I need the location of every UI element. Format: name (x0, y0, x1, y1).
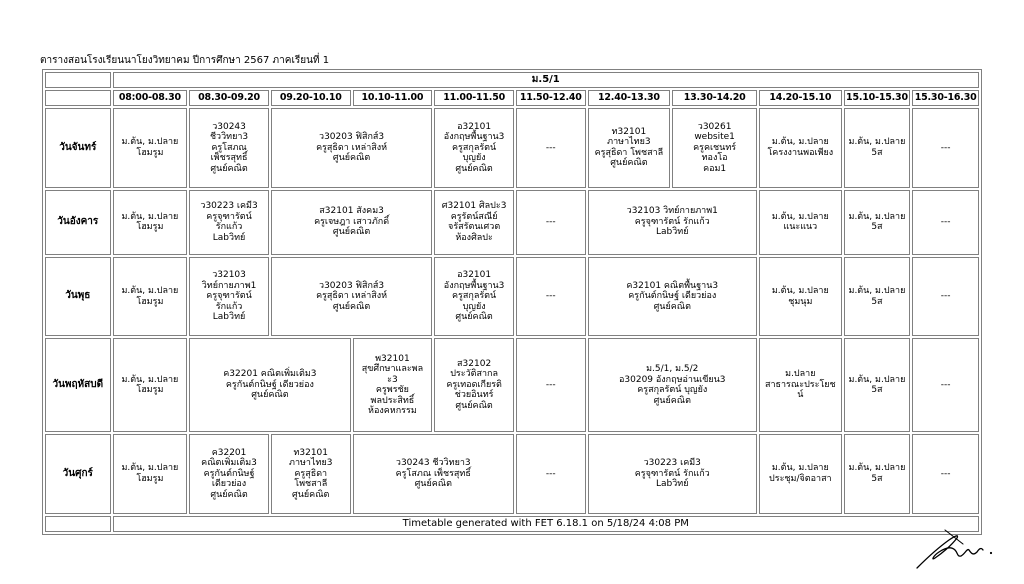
time-slot-header: 11.00-11.50 (434, 90, 514, 106)
lesson-line: ม.ต้น, ม.ปลาย (121, 463, 179, 474)
lesson-cell (912, 434, 979, 514)
lesson-line: ช่วยอินทร์ (454, 390, 494, 401)
lesson-line: ศูนย์คณิต (414, 479, 452, 490)
lesson-line: ภาษาไทย3 (289, 458, 333, 469)
lesson-line: ชีววิทยา3 (209, 132, 249, 143)
lesson-line: ศูนย์คณิต (455, 163, 493, 174)
lesson-cell (189, 434, 269, 514)
lesson-cell (844, 190, 911, 255)
lesson-line: 5ส (871, 473, 883, 484)
day-label: วันอังคาร (45, 190, 111, 255)
lesson-cell (912, 338, 979, 432)
lesson-cell (516, 338, 586, 432)
lesson-cell (271, 108, 432, 188)
lesson-line: ะ3 (387, 374, 398, 385)
day-row-wednesday (45, 257, 979, 337)
lesson-line: ศูนย์คณิต (251, 390, 289, 401)
lesson-line: ศูนย์คณิต (292, 489, 330, 500)
lesson-line: ว32103 (212, 270, 246, 281)
lesson-line: ห้องคหกรรม (368, 406, 417, 417)
lesson-line: --- (940, 291, 951, 302)
lesson-cell (844, 434, 911, 514)
lesson-line: ท32101 (293, 447, 329, 458)
lesson-line: ว30243 ชีววิทยา3 (395, 458, 471, 469)
lesson-line: website1 (694, 132, 735, 143)
lesson-line: โครงงานพอเพียง (767, 147, 834, 158)
lesson-cell (434, 257, 514, 337)
lesson-line: ศูนย์คณิต (332, 153, 371, 164)
lesson-line: ว30203 ฟิสิกส์3 (319, 280, 385, 291)
lesson-line: ครูสกุลรัตน์ (452, 142, 497, 153)
lesson-line: 5ส (871, 222, 883, 233)
time-slot-header: 08.30-09.20 (189, 90, 269, 106)
lesson-line: ศูนย์คณิต (210, 163, 248, 174)
lesson-line: พลประสิทธิ์ (370, 395, 415, 406)
lesson-cell (912, 108, 979, 188)
lesson-line: --- (940, 379, 951, 390)
corner-cell (45, 72, 111, 88)
lesson-cell (588, 434, 757, 514)
lesson-line: ท32101 (611, 126, 647, 137)
corner-cell (45, 90, 111, 106)
lesson-cell (189, 108, 269, 188)
lesson-cell (113, 190, 188, 255)
lesson-cell (516, 190, 586, 255)
lesson-line: ครูจุฑารัตน์ (206, 211, 252, 222)
time-slot-header: 09.20-10.10 (271, 90, 351, 106)
lesson-line: วิทย์กายภาพ1 (201, 280, 257, 291)
lesson-line: ครูเจษฎา เสาวภักดิ์ (314, 216, 390, 227)
lesson-cell (271, 434, 351, 514)
time-slot-header: 08:00-08.30 (113, 90, 188, 106)
lesson-line: --- (545, 216, 556, 227)
lesson-cell (189, 190, 269, 255)
lesson-cell (588, 190, 757, 255)
lesson-cell (113, 108, 188, 188)
lesson-cell (759, 108, 842, 188)
lesson-line: ครูสุธิดา เหล่าสิงห์ (316, 291, 388, 302)
lesson-line: ครูกันต์กนิษฐ์ เดียวย่อง (628, 291, 717, 302)
lesson-line: ครูสุธิดา (294, 468, 328, 479)
day-label: วันพุธ (45, 257, 111, 337)
lesson-cell (189, 257, 269, 337)
lesson-line: ม.ปลาย (785, 369, 816, 380)
lesson-line: ว30223 เคมี3 (643, 458, 701, 469)
lesson-cell (189, 338, 350, 432)
day-label: วันพฤหัสบดี (45, 338, 111, 432)
lesson-cell (844, 338, 911, 432)
handwritten-signature (905, 520, 1015, 575)
lesson-cell (844, 257, 911, 337)
time-slot-header: 14.20-15.10 (759, 90, 842, 106)
lesson-line: คอม1 (703, 163, 727, 174)
lesson-cell (271, 257, 432, 337)
lesson-line: แนะแนว (783, 222, 818, 233)
time-slot-header: 11.50-12.40 (516, 90, 586, 106)
lesson-cell (113, 338, 188, 432)
lesson-line: ภาษาไทย3 (607, 137, 651, 148)
lesson-line: โพชสาลี (294, 479, 328, 490)
lesson-line: ครูสกุลรัตน์ บุญยัง (637, 385, 708, 396)
lesson-line: ม.ต้น, ม.ปลาย (848, 463, 906, 474)
lesson-line: ห้องศิลปะ (455, 232, 493, 243)
class-name-header: ม.5/1 (113, 72, 979, 88)
lesson-cell (113, 434, 188, 514)
lesson-line: น์ (797, 390, 804, 401)
lesson-line: เดียวย่อง (211, 479, 247, 490)
lesson-line: Labวิทย์ (212, 312, 246, 323)
lesson-line: จรัสรัตนเศวต (448, 222, 501, 233)
lesson-line: ครูสุธิดา เหล่าสิงห์ (316, 142, 388, 153)
lesson-cell (759, 338, 842, 432)
footer-spacer (45, 516, 111, 532)
day-row-monday (45, 108, 979, 188)
lesson-line: ม.ต้น, ม.ปลาย (121, 137, 179, 148)
lesson-line: --- (940, 142, 951, 153)
lesson-line: --- (545, 468, 556, 479)
lesson-cell (353, 434, 514, 514)
lesson-cell (434, 190, 514, 255)
lesson-cell (516, 257, 586, 337)
lesson-cell (672, 108, 757, 188)
lesson-line: ม.5/1, ม.5/2 (646, 364, 699, 375)
lesson-cell (759, 190, 842, 255)
lesson-line: อังกฤษพื้นฐาน3 (443, 280, 505, 291)
lesson-cell (844, 108, 911, 188)
lesson-line: ศ32101 ศิลปะ3 (441, 201, 507, 212)
lesson-line: ครูเทอดเกียรติ (446, 379, 502, 390)
lesson-line: ศูนย์คณิต (455, 312, 493, 323)
lesson-line: รักแก้ว (215, 301, 243, 312)
lesson-line: ประวัติสากล (450, 369, 498, 380)
lesson-line: ม.ต้น, ม.ปลาย (771, 137, 829, 148)
lesson-cell (353, 338, 433, 432)
lesson-line: ว32103 วิทย์กายภาพ1 (626, 206, 718, 217)
lesson-line: ค32101 คณิตพื้นฐาน3 (626, 280, 719, 291)
day-row-friday (45, 434, 979, 514)
lesson-line: โฮมรูม (136, 473, 164, 484)
lesson-cell (434, 338, 514, 432)
lesson-cell (434, 108, 514, 188)
timetable-caption: ตารางสอนโรงเรียนนาโยงวิทยาคม ปีการศึกษา 2567 ภาคเรียนที่ 1 (40, 55, 330, 66)
lesson-line: ม.ต้น, ม.ปลาย (848, 374, 906, 385)
lesson-line: โฮมรูม (136, 296, 164, 307)
lesson-line: 5ส (871, 385, 883, 396)
lesson-line: ครูสุธิดา โพชสาลี (594, 147, 664, 158)
lesson-line: ศูนย์คณิต (332, 227, 371, 238)
lesson-line: ว30223 เคมี3 (200, 201, 258, 212)
lesson-line: --- (545, 142, 556, 153)
lesson-line: ครูจุฑารัตน์ รักแก้ว (634, 468, 710, 479)
day-row-thursday (45, 338, 979, 432)
lesson-cell (588, 257, 757, 337)
timetable (42, 69, 982, 535)
lesson-line: โฮมรูม (136, 147, 164, 158)
time-slot-header: 13.30-14.20 (672, 90, 757, 106)
lesson-line: ค32201 (211, 447, 247, 458)
lesson-line: ศูนย์คณิต (653, 395, 691, 406)
lesson-line: ครูรัตน์สณีย์ (450, 211, 498, 222)
time-slot-header: 12.40-13.30 (588, 90, 671, 106)
lesson-line: ครูสกุลรัตน์ (452, 291, 497, 302)
lesson-line: ประชุม/จิตอาสา (769, 473, 832, 484)
lesson-cell (588, 108, 671, 188)
lesson-line: เพ็ชรสุทธิ์ (210, 153, 248, 164)
lesson-line: ครูโสภณ เพ็ชรสุทธิ์ (395, 468, 471, 479)
lesson-line: ครูกันต์กนิษฐ์ (203, 468, 255, 479)
lesson-line: Labวิทย์ (212, 232, 246, 243)
lesson-cell (759, 257, 842, 337)
lesson-line: ส32102 (457, 358, 492, 369)
day-label: วันศุกร์ (45, 434, 111, 514)
lesson-line: Labวิทย์ (656, 479, 689, 490)
time-slot-header: 10.10-11.00 (353, 90, 433, 106)
lesson-line: --- (545, 291, 556, 302)
time-slot-header: 15.30-16.30 (912, 90, 979, 106)
lesson-line: --- (940, 216, 951, 227)
lesson-line: ศูนย์คณิต (610, 158, 648, 169)
lesson-cell (588, 338, 757, 432)
lesson-line: ม.ต้น, ม.ปลาย (848, 137, 906, 148)
lesson-line: 5ส (871, 147, 883, 158)
lesson-cell (271, 190, 432, 255)
lesson-line: ม.ต้น, ม.ปลาย (771, 463, 829, 474)
lesson-line: สุขศึกษาและพล (361, 364, 424, 375)
lesson-line: ศูนย์คณิต (332, 301, 371, 312)
lesson-line: ม.ต้น, ม.ปลาย (771, 211, 829, 222)
lesson-line: อังกฤษพื้นฐาน3 (443, 132, 505, 143)
lesson-line: บุญยัง (462, 301, 486, 312)
lesson-line: สาธารณะประโยช (764, 379, 836, 390)
lesson-line: ครูจุฑารัตน์ รักแก้ว (634, 216, 710, 227)
lesson-line: คณิตเพิ่มเติม3 (201, 458, 257, 469)
lesson-line: ศูนย์คณิต (210, 489, 248, 500)
day-label: วันจันทร์ (45, 108, 111, 188)
lesson-line: ชุมนุม (788, 296, 813, 307)
lesson-line: --- (545, 379, 556, 390)
lesson-line: บุญยัง (462, 153, 486, 164)
lesson-line: ครูคเชนทร์ (693, 142, 737, 153)
lesson-line: ค32201 คณิตเพิ่มเติม3 (223, 369, 317, 380)
lesson-line: ม.ต้น, ม.ปลาย (121, 374, 179, 385)
lesson-line: ว30203 ฟิสิกส์3 (319, 132, 385, 143)
lesson-cell (759, 434, 842, 514)
lesson-line: Labวิทย์ (656, 227, 689, 238)
time-header-row (45, 90, 979, 106)
lesson-line: ม.ต้น, ม.ปลาย (848, 211, 906, 222)
lesson-line: พ32101 (375, 353, 410, 364)
lesson-line: ว30243 (212, 121, 246, 132)
lesson-line: ครูจุฑารัตน์ (206, 291, 252, 302)
lesson-line: อ32101 (457, 270, 492, 281)
lesson-cell (516, 108, 586, 188)
lesson-line: ส32101 สังคม3 (319, 206, 384, 217)
lesson-line: ว30261 (697, 121, 732, 132)
footer-note: Timetable generated with FET 6.18.1 on 5/18/24 4:08 PM (113, 516, 979, 532)
lesson-line: ทองโอ (701, 153, 728, 164)
lesson-line: อ30209 อังกฤษอ่านเขียน3 (618, 374, 726, 385)
lesson-line: ม.ต้น, ม.ปลาย (121, 286, 179, 297)
lesson-line: ครูโสภณ (211, 142, 247, 153)
lesson-line: รักแก้ว (215, 222, 243, 233)
lesson-line: โฮมรูม (136, 222, 164, 233)
lesson-cell (516, 434, 586, 514)
lesson-line: โฮมรูม (136, 385, 164, 396)
lesson-line: 5ส (871, 296, 883, 307)
lesson-cell (113, 257, 188, 337)
lesson-line: อ32101 (457, 121, 492, 132)
lesson-line: ม.ต้น, ม.ปลาย (121, 211, 179, 222)
day-row-tuesday (45, 190, 979, 255)
lesson-line: ม.ต้น, ม.ปลาย (848, 286, 906, 297)
lesson-line: --- (940, 468, 951, 479)
lesson-line: ศูนย์คณิต (653, 301, 691, 312)
lesson-line: ครูกันต์กนิษฐ์ เดียวย่อง (225, 379, 314, 390)
lesson-line: ครูพรชัย (375, 385, 409, 396)
lesson-cell (912, 257, 979, 337)
lesson-line: ม.ต้น, ม.ปลาย (771, 286, 829, 297)
lesson-line: ศูนย์คณิต (455, 400, 493, 411)
time-slot-header: 15.10-15.30 (844, 90, 911, 106)
lesson-cell (912, 190, 979, 255)
